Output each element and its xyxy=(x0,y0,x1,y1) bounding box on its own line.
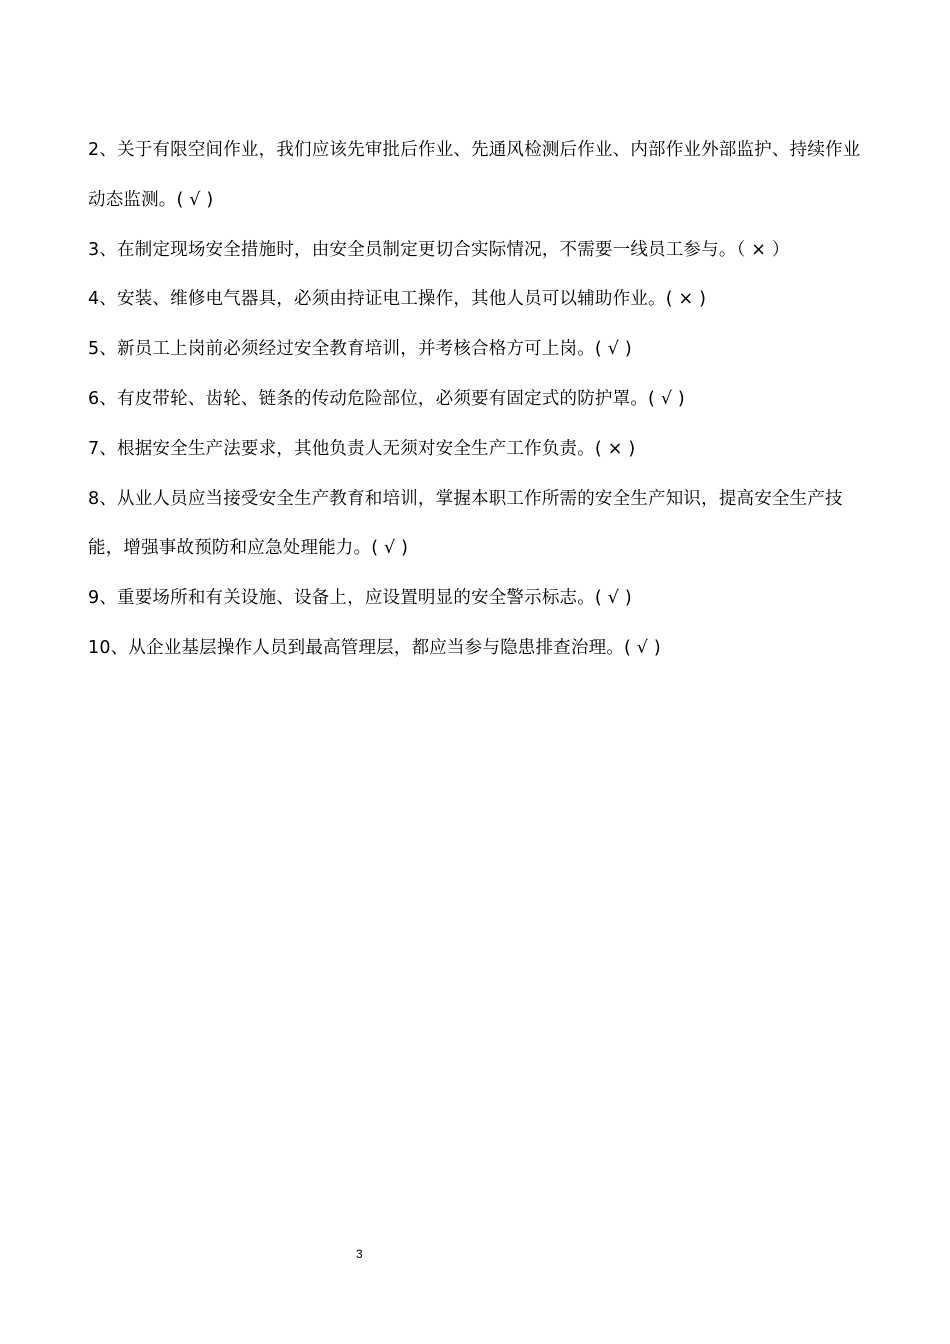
question-item-10: 10、从企业基层操作人员到最高管理层，都应当参与隐患排查治理。( √ ) xyxy=(88,637,661,658)
question-item-3: 3、在制定现场安全措施时，由安全员制定更切合实际情况，不需要一线员工参与。（ × ） xyxy=(88,239,790,260)
question-item-2: 2、关于有限空间作业，我们应该先审批后作业、先通风检测后作业、内部作业外部监护、持续作业动态监测。( √ ) xyxy=(88,140,861,210)
page-number: 3 xyxy=(356,1247,363,1261)
question-item-6: 6、有皮带轮、齿轮、链条的传动危险部位，必须要有固定式的防护罩。( √ ) xyxy=(88,388,685,409)
question-item-7: 7、根据安全生产法要求，其他负责人无须对安全生产工作负责。( × ) xyxy=(88,438,636,459)
question-item-9: 9、重要场所和有关设施、设备上，应设置明显的安全警示标志。( √ ) xyxy=(88,588,632,609)
question-item-4: 4、安装、维修电气器具，必须由持证电工操作，其他人员可以辅助作业。( × ) xyxy=(88,289,707,310)
question-item-8: 8、从业人员应当接受安全生产教育和培训，掌握本职工作所需的安全生产知识，提高安全生产技能，增强事故预防和应急处理能力。( √ ) xyxy=(88,488,843,559)
question-item-5: 5、新员工上岗前必须经过安全教育培训，并考核合格方可上岗。( √ ) xyxy=(88,339,632,360)
true-false-question-list xyxy=(88,126,870,674)
